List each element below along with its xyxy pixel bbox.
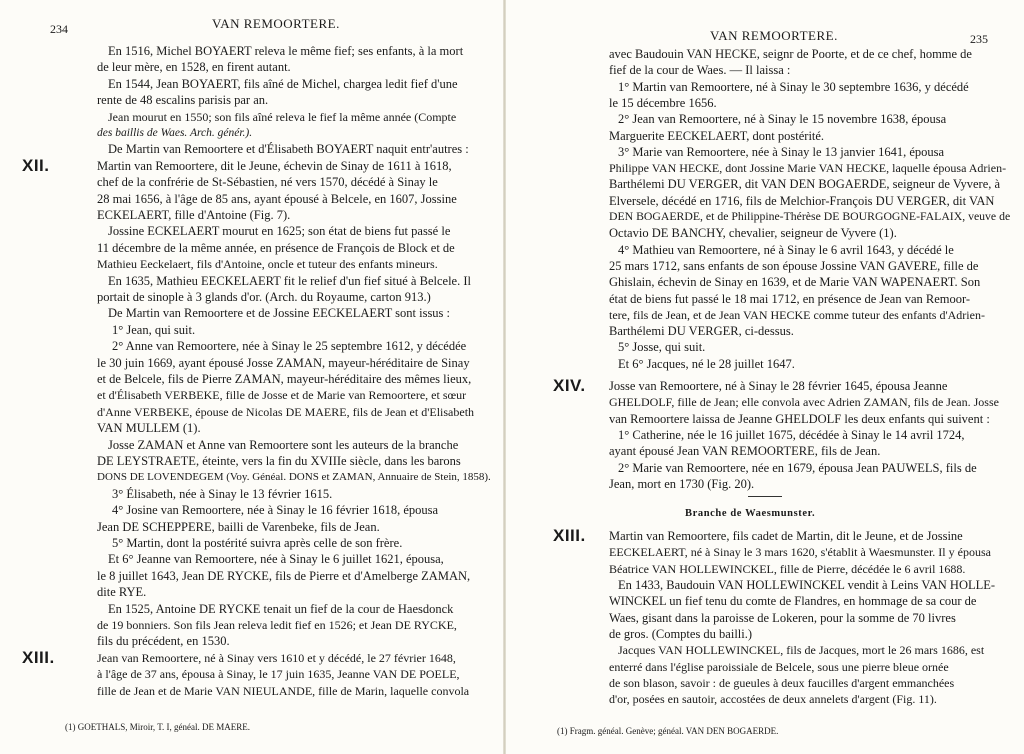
text-line: 1° Martin van Remoortere, né à Sinay le 30 septembre 1636, y décédé — [618, 79, 969, 94]
text-line: De Martin van Remoortere et d'Élisabeth BOYAERT naquit entr'autres : — [108, 142, 469, 157]
text-line: Et 6° Jeanne van Remoortere, née à Sinay le 6 juillet 1621, épousa, — [108, 552, 444, 567]
text-line: Béatrice VAN HOLLEWINCKEL, fille de Pierre, décédée le 6 avril 1688. — [609, 561, 966, 576]
text-line: Martin van Remoortere, dit le Jeune, échevin de Sinay de 1611 à 1618, — [97, 158, 452, 173]
text-line: Octavio DE BANCHY, chevalier, seigneur de Vyvere (1). — [609, 226, 897, 241]
text-line: En 1635, Mathieu EECKELAERT fit le relief d'un fief situé à Belcele. Il — [108, 273, 471, 288]
text-line: Marguerite EECKELAERT, dont postérité. — [609, 128, 825, 143]
generation-number: XIV. — [553, 376, 586, 395]
text-line: Jean DE SCHEPPERE, bailli de Varenbeke, fils de Jean. — [97, 519, 380, 534]
text-line: De Martin van Remoortere et de Jossine EECKELAERT sont issus : — [108, 306, 451, 321]
text-line: Philippe VAN HECKE, dont Jossine Marie VAN HECKE, laquelle épousa Adrien- — [609, 161, 1007, 176]
text-line: dite RYE. — [97, 585, 147, 600]
text-line: En 1544, Jean BOYAERT, fils aîné de Michel, chargea ledit fief d'une — [108, 76, 458, 91]
generation-number: XIII. — [553, 526, 586, 546]
text-line: ayant épousé Jean VAN REMOORTERE, fils de Jean. — [609, 444, 881, 459]
running-head-left: VAN REMOORTERE. — [212, 16, 340, 31]
text-line: et de Belcele, fils de Pierre ZAMAN, mayeur-héréditaire des mêmes lieux, — [97, 372, 472, 386]
text-line: chef de la confrérie de St-Sébastien, né vers 1570, décédé à Sinay le — [97, 175, 438, 190]
text-line: DONS DE LOVENDEGEM (Voy. Généal. DONS et ZAMAN, Annuaire de Stein, 1858). — [97, 471, 491, 484]
text-line: van Remoortere laissa de Jeanne GHELDOLF les deux enfants qui suivent : — [609, 411, 990, 426]
text-line: le 8 juillet 1643, Jean DE RYCKE, fils de Pierre et d'Amelberge ZAMAN, — [97, 568, 471, 583]
text-line: de gros. (Comptes du bailli.) — [609, 626, 753, 641]
branch-heading: Branche de Waesmunster. — [685, 508, 816, 520]
text-line: de leur mère, en 1528, en firent autant. — [97, 60, 291, 75]
text-line: avec Baudouin VAN HECKE, seignr de Poorte, et de ce chef, homme de — [609, 47, 972, 61]
text-line: le 30 juin 1669, ayant épousé Josse ZAMAN, mayeur-héréditaire de Sinay — [97, 355, 470, 370]
text-line: Jossine ECKELAERT mourut en 1625; son état de biens fut passé le — [108, 224, 451, 239]
text-line: 2° Jean van Remoortere, né à Sinay le 15 novembre 1638, épousa — [618, 112, 947, 127]
running-head-right: VAN REMOORTERE. — [710, 28, 838, 43]
text-line: 25 mars 1712, sans enfants de son épouse Jossine VAN GAVERE, fille de — [609, 258, 979, 273]
text-line: Martin van Remoortere, fils cadet de Martin, dit le Jeune, et de Jossine — [609, 529, 963, 544]
text-line: ECKELAERT, fille d'Antoine (Fig. 7). — [97, 208, 291, 222]
text-line: VAN MULLEM (1). — [97, 421, 201, 436]
text-line: Waes, gisant dans la paroisse de Lokeren, pour la somme de 70 livres — [609, 610, 956, 625]
text-line: de son blason, savoir : de gueules à deux faucilles d'argent emmanchées — [609, 675, 955, 690]
generation-number: XII. — [22, 155, 50, 175]
text-line: d'or, posées en sautoir, accostées de deux annelets d'argent (Fig. 11). — [609, 692, 937, 707]
text-line: Elversele, décédé en 1716, fils de Melchior-François DU VERGER, dit VAN — [609, 193, 995, 208]
text-line: Jacques VAN HOLLEWINCKEL, fils de Jacques, mort le 26 mars 1686, est — [618, 643, 985, 658]
left-page — [0, 0, 505, 754]
right-page — [505, 0, 1024, 754]
generation-number: XIII. — [22, 647, 55, 667]
text-line: fils du précédent, en 1530. — [97, 634, 230, 649]
text-line: WINCKEL un fief tenu du comte de Flandres, en hommage de sa cour de — [609, 594, 977, 609]
text-line: Mathieu Eeckelaert, fils d'Antoine, oncle et tuteur des enfants mineurs. — [97, 257, 438, 272]
text-line: de 19 bonniers. Son fils Jean releva ledit fief en 1526; et Jean DE RYCKE, — [97, 618, 457, 632]
text-line: 2° Marie van Remoortere, née en 1679, épousa Jean PAUWELS, fils de — [618, 460, 977, 475]
text-line: 11 décembre de la même année, en présence de François de Block et de — [97, 240, 455, 255]
page-number-left: 234 — [50, 22, 68, 36]
text-line: Jean, mort en 1730 (Fig. 20). — [609, 476, 755, 491]
text-line: 5° Josse, qui suit. — [618, 340, 706, 355]
text-line: 1° Jean, qui suit. — [112, 322, 196, 337]
text-line: Barthélemi DU VERGER, ci-dessus. — [609, 324, 794, 339]
text-line: rente de 48 escalins parisis par an. — [97, 93, 269, 108]
text-line: 3° Marie van Remoortere, née à Sinay le 13 janvier 1641, épousa — [618, 144, 945, 159]
text-line: fille de Jean et de Marie VAN NIEULANDE, fille de Marin, laquelle convola — [97, 683, 470, 698]
text-line: et d'Élisabeth VERBEKE, fille de Josse et de Marie van Remoortere, et sœur — [97, 388, 467, 403]
footnote: (1) Fragm. généal. Genève; généal. VAN DEN BOGAERDE. — [557, 726, 779, 736]
text-line: En 1433, Baudouin VAN HOLLEWINCKEL vendit à Leins VAN HOLLE- — [618, 578, 996, 592]
text-line: Josse ZAMAN et Anne van Remoortere sont les auteurs de la branche — [108, 437, 459, 452]
text-line: 28 mai 1656, à l'âge de 85 ans, ayant épousé à Belcele, en 1607, Jossine — [97, 191, 457, 206]
text-line: DE LEYSTRAETE, éteinte, vers la fin du XVIIIe siècle, dans les barons — [97, 454, 461, 468]
text-line: 3° Élisabeth, née à Sinay le 13 février 1615. — [112, 486, 333, 501]
text-line: Et 6° Jacques, né le 28 juillet 1647. — [618, 356, 795, 371]
footnote: (1) GOETHALS, Miroir, T. I, généal. DE MAERE. — [65, 722, 251, 732]
text-line: En 1525, Antoine DE RYCKE tenait un fief de la cour de Haesdonck — [108, 601, 454, 616]
page-number-right: 235 — [970, 32, 988, 46]
text-line: état de biens fut passé le 18 mai 1712, en présence de Jean van Remoor- — [609, 291, 971, 306]
text-line: 1° Catherine, née le 16 juillet 1675, décédée à Sinay le 14 avril 1724, — [618, 427, 965, 442]
text-line: EECKELAERT, né à Sinay le 3 mars 1620, s'établit à Waesmunster. Il y épousa — [609, 545, 991, 560]
text-line: d'Anne VERBEKE, épouse de Nicolas DE MAERE, fils de Jean et d'Elisabeth — [97, 404, 475, 419]
text-line: des baillis de Waes. Arch. génér.). — [97, 127, 253, 139]
text-line: 2° Anne van Remoortere, née à Sinay le 25 septembre 1612, y décédée — [112, 339, 467, 354]
text-line: En 1516, Michel BOYAERT releva le même fief; ses enfants, à la mort — [108, 44, 464, 58]
text-line: 5° Martin, dont la postérité suivra après celle de son frère. — [112, 536, 403, 550]
text-line: Jean van Remoortere, né à Sinay vers 1610 et y décédé, le 27 février 1648, — [97, 650, 456, 665]
text-line: Barthélemi DU VERGER, dit VAN DEN BOGAERDE, seigneur de Vyvere, à — [609, 177, 1001, 192]
text-line: Jean mourut en 1550; son fils aîné releva le fief la même année (Compte — [108, 109, 457, 124]
text-line: Josse van Remoortere, né à Sinay le 28 février 1645, épousa Jeanne — [609, 379, 948, 393]
text-line: portait de sinople à 3 glands d'or. (Arch. du Royaume, carton 913.) — [97, 290, 431, 304]
text-line: 4° Mathieu van Remoortere, né à Sinay le 6 avril 1643, y décédé le — [618, 242, 954, 257]
text-line: 4° Josine van Remoortere, née à Sinay le 16 février 1618, épousa — [112, 503, 439, 518]
text-line: le 15 décembre 1656. — [609, 95, 717, 110]
text-line: DEN BOGAERDE, et de Philippine-Thérèse DE BOURGOGNE-FALAIX, veuve de — [609, 210, 1011, 223]
text-line: GHELDOLF, fille de Jean; elle convola avec Adrien ZAMAN, fils de Jean. Josse — [609, 395, 999, 410]
section-rule — [748, 496, 782, 497]
text-line: Ghislain, échevin de Sinay en 1639, et de Marie VAN WAPENAERT. Son — [609, 275, 981, 290]
text-line: fief de la cour de Waes. — Il laissa : — [609, 63, 791, 78]
text-line: enterré dans l'église paroissiale de Belcele, sous une pierre bleue ornée — [609, 659, 949, 674]
text-line: à l'âge de 37 ans, épousa à Sinay, le 17 juin 1635, Jeanne VAN DE POELE, — [97, 667, 460, 682]
text-line: tere, fils de Jean, et de Jean VAN HECKE comme tuteur des enfants d'Adrien- — [609, 307, 985, 322]
